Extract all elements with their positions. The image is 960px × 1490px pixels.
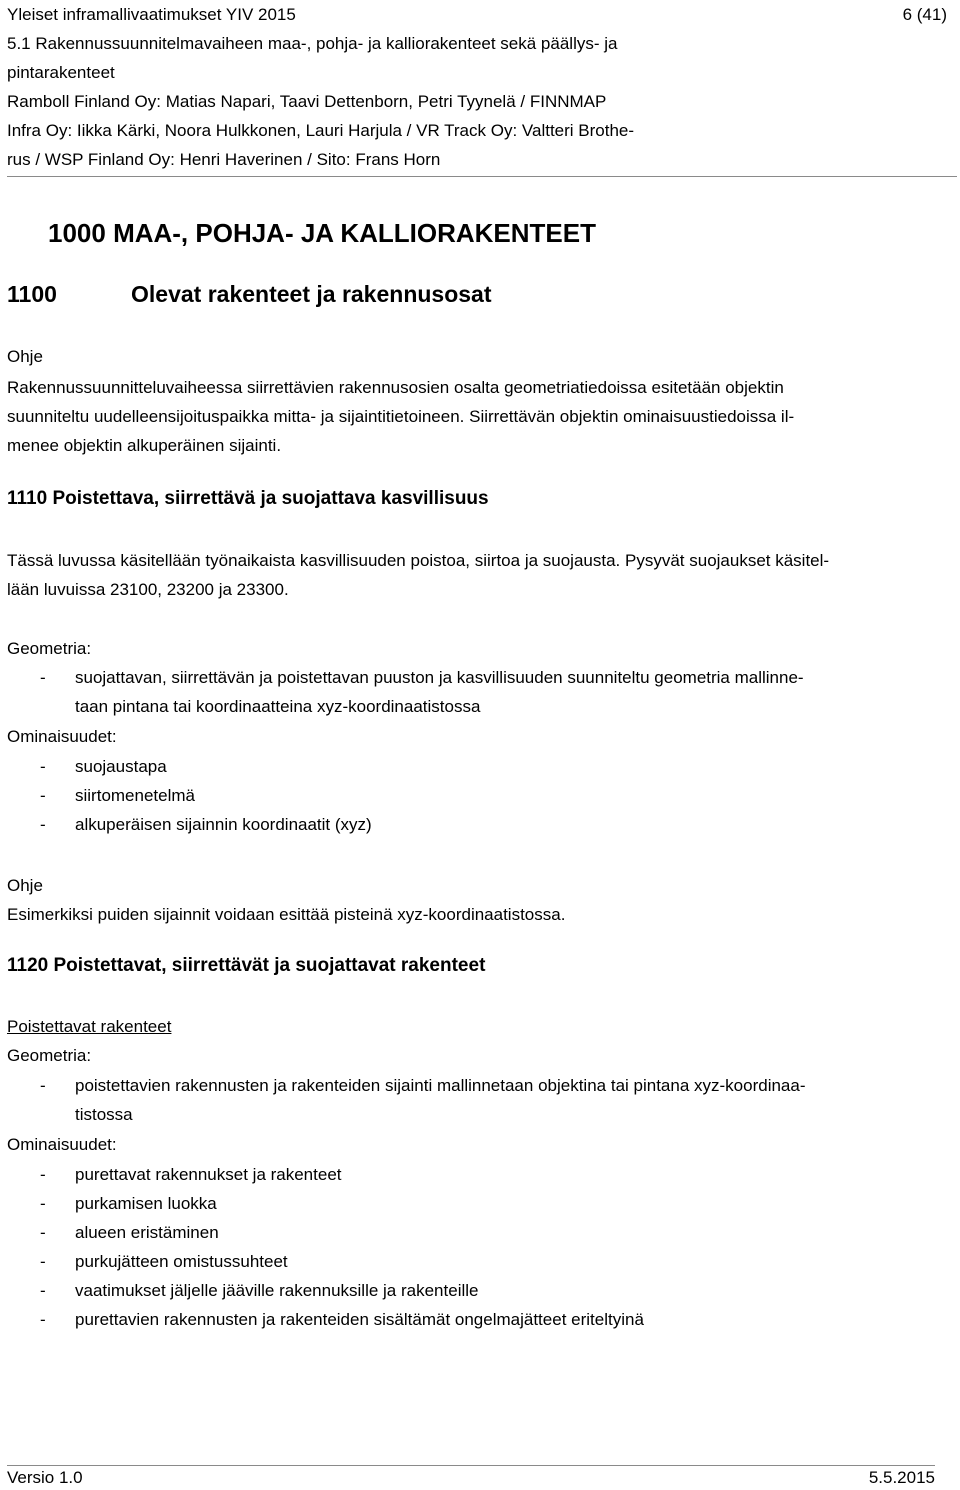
section-heading-1120: 1120 Poistettavat, siirrettävät ja suojattavat rakenteet <box>7 955 486 976</box>
paragraph-line: suunniteltu uudelleensijoituspaikka mitta- ja sijaintitietoineen. Siirrettävän objektin ominaisuustiedoissa il- <box>7 407 795 426</box>
geometry-list <box>7 663 937 721</box>
attributes-list <box>7 752 937 839</box>
dash-bullet: - <box>40 668 46 687</box>
page-header <box>7 0 947 174</box>
paragraph-line: lään luvuissa 23100, 23200 ja 23300. <box>7 580 289 599</box>
footer-date: 5.5.2015 <box>868 1468 935 1487</box>
list-item <box>7 663 937 692</box>
list-item <box>7 1218 937 1247</box>
header-line: pintarakenteet <box>7 63 115 82</box>
list-item-text: taan pintana tai koordinaatteina xyz-koordinaatistossa <box>75 697 481 716</box>
list-item-text: tistossa <box>75 1105 133 1124</box>
list-item <box>7 1276 937 1305</box>
paragraph-line: menee objektin alkuperäinen sijainti. <box>7 436 282 455</box>
list-item <box>7 752 937 781</box>
ohje-paragraph <box>7 373 937 460</box>
list-item-text: poistettavien rakennusten ja rakenteiden sijainti mallinnetaan objektina tai pintana xyz-koordinaa- <box>75 1076 806 1095</box>
dash-bullet: - <box>40 786 46 805</box>
paragraph-line: Tässä luvussa käsitellään työnaikaista kasvillisuuden poistoa, siirtoa ja suojausta. Pysyvät suojaukset käsitel- <box>7 551 830 570</box>
header-divider <box>7 176 957 177</box>
paragraph-line: Rakennussuunnitteluvaiheessa siirrettävien rakennusosien osalta geometriatiedoissa esitetään objektin <box>7 378 784 397</box>
dash-bullet: - <box>40 1165 46 1184</box>
header-title-row <box>7 0 947 29</box>
section-heading-1110: 1110 Poistettava, siirrettävä ja suojattava kasvillisuus <box>7 488 489 509</box>
ohje-paragraph: Esimerkiksi puiden sijainnit voidaan esittää pisteinä xyz-koordinaatistossa. <box>7 905 566 924</box>
list-item <box>7 1189 937 1218</box>
list-item-text: vaatimukset jäljelle jääville rakennuksille ja rakenteille <box>75 1281 479 1300</box>
page-footer <box>7 1466 935 1490</box>
attributes-label: Ominaisuudet: <box>7 1135 117 1154</box>
ohje-label: Ohje <box>7 876 43 895</box>
dash-bullet: - <box>40 1223 46 1242</box>
main-heading: 1000 MAA-, POHJA- JA KALLIORAKENTEET <box>48 218 596 248</box>
list-item-text: purettavien rakennusten ja rakenteiden sisältämät ongelmajätteet eriteltyinä <box>75 1310 644 1329</box>
section-paragraph <box>7 546 937 604</box>
list-item <box>7 1071 937 1100</box>
list-item <box>7 810 937 839</box>
dash-bullet: - <box>40 1310 46 1329</box>
attributes-label: Ominaisuudet: <box>7 727 117 746</box>
header-line: Ramboll Finland Oy: Matias Napari, Taavi Dettenborn, Petri Tyynelä / FINNMAP <box>7 92 607 111</box>
dash-bullet: - <box>40 1076 46 1095</box>
subsection-heading: Poistettavat rakenteet <box>7 1017 172 1036</box>
list-item-text: alueen eristäminen <box>75 1223 219 1242</box>
header-line: rus / WSP Finland Oy: Henri Haverinen / Sito: Frans Horn <box>7 150 441 169</box>
attributes-list <box>7 1160 937 1334</box>
header-line: 5.1 Rakennussuunnitelmavaiheen maa-, pohja- ja kalliorakenteet sekä päällys- ja <box>7 34 618 53</box>
list-item-text: suojaustapa <box>75 757 167 776</box>
list-item-continuation <box>7 1100 937 1129</box>
dash-bullet: - <box>40 815 46 834</box>
list-item <box>7 1247 937 1276</box>
section-heading-1100 <box>7 281 492 308</box>
list-item <box>7 1160 937 1189</box>
geometry-label: Geometria: <box>7 639 92 658</box>
dash-bullet: - <box>40 1252 46 1271</box>
section-number: 1100 <box>7 281 57 307</box>
list-item-text: alkuperäisen sijainnin koordinaatit (xyz) <box>75 815 372 834</box>
list-item-continuation <box>7 692 937 721</box>
version-label: Versio 1.0 <box>7 1468 83 1487</box>
section-title: Olevat rakenteet ja rakennusosat <box>131 281 492 307</box>
geometry-label: Geometria: <box>7 1046 92 1065</box>
list-item <box>7 1305 937 1334</box>
ohje-label: Ohje <box>7 347 43 366</box>
geometry-list <box>7 1071 937 1129</box>
list-item <box>7 781 937 810</box>
document-title: Yleiset inframallivaatimukset YIV 2015 <box>7 5 296 24</box>
list-item-text: siirtomenetelmä <box>75 786 195 805</box>
list-item-text: purkujätteen omistussuhteet <box>75 1252 288 1271</box>
dash-bullet: - <box>40 1194 46 1213</box>
page-number: 6 (41) <box>902 5 947 24</box>
dash-bullet: - <box>40 1281 46 1300</box>
header-line: Infra Oy: Iikka Kärki, Noora Hulkkonen, Lauri Harjula / VR Track Oy: Valtteri Brothe- <box>7 121 635 140</box>
list-item-text: suojattavan, siirrettävän ja poistettavan puuston ja kasvillisuuden suunniteltu geometria mallinne- <box>75 668 804 687</box>
list-item-text: purettavat rakennukset ja rakenteet <box>75 1165 342 1184</box>
dash-bullet: - <box>40 757 46 776</box>
list-item-text: purkamisen luokka <box>75 1194 217 1213</box>
